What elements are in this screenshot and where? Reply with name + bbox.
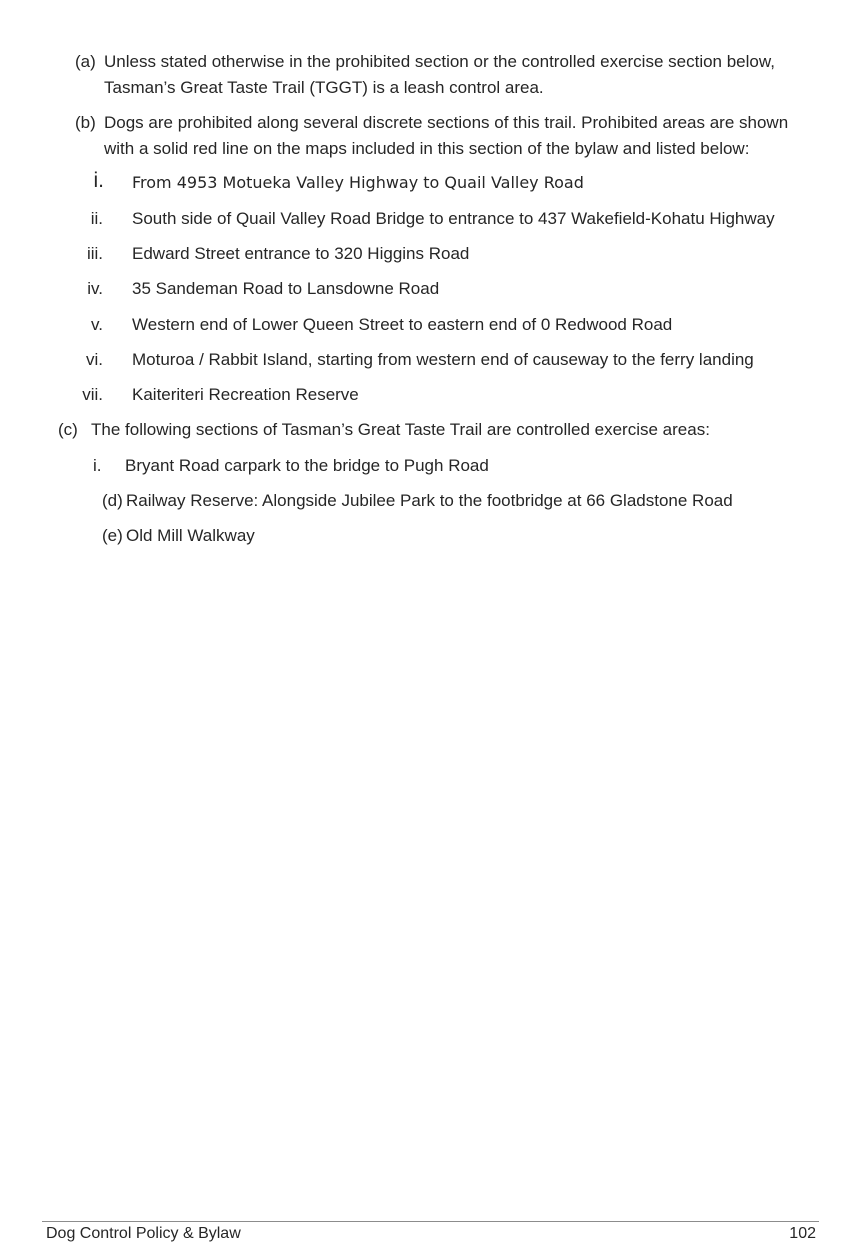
- clause-b-line-1: Dogs are prohibited along several discrete sections of this trail. Prohibited areas are shown: [104, 113, 789, 132]
- list-item-marker: iv.: [87, 279, 103, 298]
- clause-c-text: The following sections of Tasman’s Great Taste Trail are controlled exercise areas:: [91, 420, 710, 439]
- list-item-text: From 4953 Motueka Valley Highway to Quail Valley Road: [132, 173, 584, 192]
- list-item-marker: i.: [93, 169, 104, 192]
- list-item-marker: i.: [93, 456, 102, 475]
- clause-d-marker: (d): [102, 491, 123, 510]
- clause-a-line-1: Unless stated otherwise in the prohibited section or the controlled exercise section below,: [104, 52, 775, 71]
- list-item-text: Moturoa / Rabbit Island, starting from western end of causeway to the ferry landing: [132, 350, 754, 369]
- list-item-text: Bryant Road carpark to the bridge to Pugh Road: [125, 456, 489, 475]
- list-item-text: Kaiteriteri Recreation Reserve: [132, 385, 359, 404]
- list-item-marker: vi.: [86, 350, 103, 369]
- list-item-text: Western end of Lower Queen Street to eastern end of 0 Redwood Road: [132, 315, 673, 334]
- list-item-text: South side of Quail Valley Road Bridge to entrance to 437 Wakefield-Kohatu Highway: [132, 209, 775, 228]
- clause-b-marker: (b): [75, 113, 96, 132]
- clause-e-text: Old Mill Walkway: [126, 526, 255, 545]
- clause-b-line-2: with a solid red line on the maps included in this section of the bylaw and listed below:: [104, 139, 750, 158]
- page-number: 102: [789, 1225, 816, 1242]
- clause-a-line-2: Tasman’s Great Taste Trail (TGGT) is a leash control area.: [104, 78, 544, 97]
- list-item-text: Edward Street entrance to 320 Higgins Road: [132, 244, 470, 263]
- list-item-marker: v.: [91, 315, 103, 334]
- clause-c-marker: (c): [58, 420, 78, 439]
- footer-divider: [42, 1221, 819, 1222]
- clause-e-marker: (e): [102, 526, 123, 545]
- list-item-text: 35 Sandeman Road to Lansdowne Road: [132, 279, 440, 298]
- list-item-marker: ii.: [90, 209, 103, 228]
- clause-d-text: Railway Reserve: Alongside Jubilee Park to the footbridge at 66 Gladstone Road: [126, 491, 733, 510]
- list-item-marker: iii.: [86, 244, 103, 263]
- clause-a-marker: (a): [75, 52, 96, 71]
- footer-title: Dog Control Policy & Bylaw: [46, 1225, 241, 1242]
- list-item-marker: vii.: [82, 385, 103, 404]
